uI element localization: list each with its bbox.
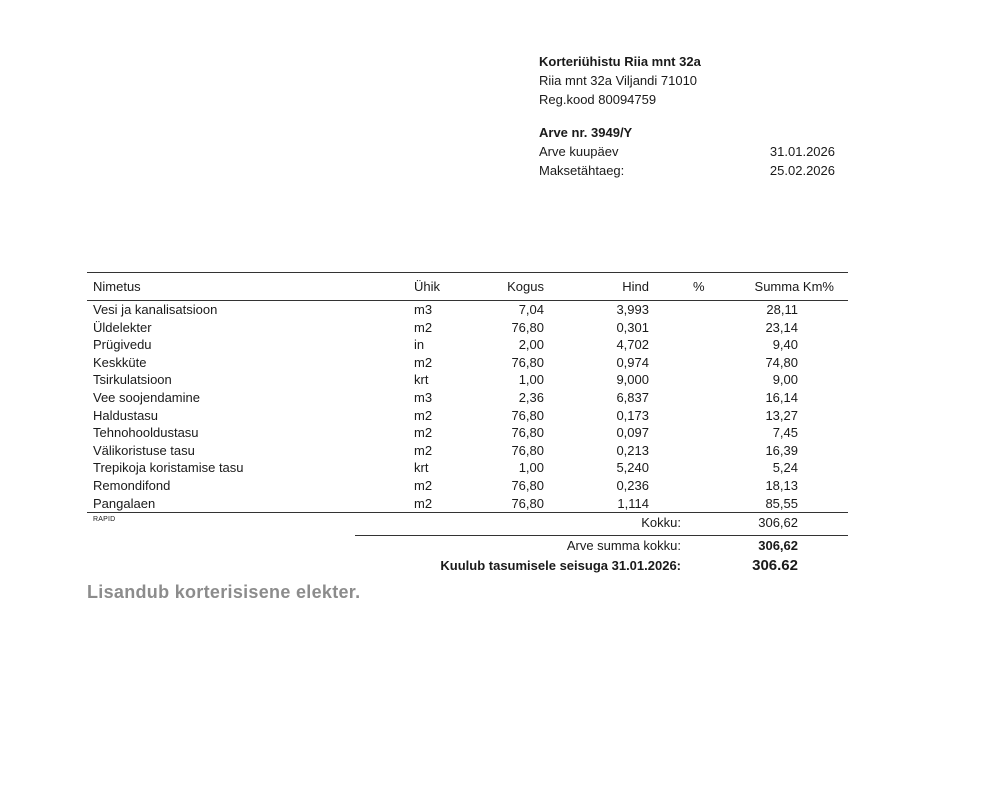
rapid-mark: RAPID <box>93 516 116 524</box>
invoice-due-label: Maksetähtaeg: <box>539 163 625 178</box>
invoice-total-label: Arve summa kokku: <box>566 538 681 553</box>
row-sum: 9,40 <box>772 337 798 353</box>
row-name: Pangalaen <box>93 495 156 511</box>
row-name: Välikoristuse tasu <box>93 442 195 458</box>
row-unit: m2 <box>414 477 433 493</box>
row-qty: 76,80 <box>511 354 544 370</box>
table-row <box>87 407 848 425</box>
row-price: 0,213 <box>616 442 649 458</box>
row-qty: 2,36 <box>518 389 544 405</box>
row-sum: 13,27 <box>765 407 798 423</box>
row-qty: 76,80 <box>511 425 544 441</box>
row-sum: 28,11 <box>766 302 798 317</box>
row-price: 6,837 <box>616 389 649 405</box>
header-name: Nimetus <box>93 279 141 294</box>
table-row <box>87 301 848 319</box>
invoice-header <box>539 52 839 180</box>
invoice-table <box>87 272 848 532</box>
row-name: Remondifond <box>93 477 171 493</box>
row-sum: 85,55 <box>765 495 798 511</box>
table-row <box>87 371 848 389</box>
row-sum: 16,39 <box>765 442 798 458</box>
table-header <box>87 273 848 301</box>
row-unit: m2 <box>414 425 433 441</box>
row-unit: m2 <box>414 354 433 370</box>
amount-due-label: Kuulub tasumisele seisuga 31.01.2026: <box>440 558 681 573</box>
row-qty: 7,04 <box>518 302 544 317</box>
row-unit: m3 <box>414 302 433 317</box>
header-pct: % <box>693 279 705 294</box>
note-text: Lisandub korterisisene elekter. <box>87 582 361 602</box>
row-qty: 1,00 <box>518 460 544 476</box>
row-name: Trepikoja koristamise tasu <box>93 460 244 476</box>
row-name: Tehnohooldustasu <box>93 425 199 441</box>
row-unit: m2 <box>414 495 433 511</box>
table-total-row <box>87 512 848 532</box>
row-unit: in <box>414 337 425 353</box>
row-unit: m3 <box>414 389 433 405</box>
table-row <box>87 354 848 372</box>
row-unit: m2 <box>414 442 433 458</box>
table-row <box>87 459 848 477</box>
table-body <box>87 301 848 512</box>
row-qty: 76,80 <box>511 495 544 511</box>
row-qty: 1,00 <box>518 372 544 388</box>
company-name: Korteriühistu Riia mnt 32a <box>539 54 701 69</box>
total-value: 306,62 <box>758 515 798 531</box>
table-row <box>87 319 848 337</box>
total-label: Kokku: <box>641 515 681 531</box>
row-unit: krt <box>414 460 429 476</box>
row-name: Prügivedu <box>93 337 152 353</box>
row-sum: 9,00 <box>772 372 798 388</box>
row-qty: 76,80 <box>511 319 544 335</box>
row-price: 0,974 <box>616 354 649 370</box>
table-row <box>87 495 848 513</box>
row-unit: krt <box>414 372 429 388</box>
row-sum: 7,45 <box>772 425 798 441</box>
row-name: Vesi ja kanalisatsioon <box>93 302 218 317</box>
invoice-date-value: 31.01.2026 <box>769 144 835 159</box>
header-qty: Kogus <box>507 279 544 294</box>
row-price: 0,236 <box>616 477 649 493</box>
invoice-number: Arve nr. 3949/Y <box>539 125 633 140</box>
row-price: 5,240 <box>616 460 649 476</box>
row-unit: m2 <box>414 319 433 335</box>
invoice-date-label: Arve kuupäev <box>539 144 619 159</box>
row-sum: 74,80 <box>765 354 798 370</box>
row-sum: 5,24 <box>772 460 798 476</box>
row-price: 1,114 <box>617 495 649 511</box>
header-sum: Summa Km% <box>754 279 834 294</box>
row-qty: 76,80 <box>511 407 544 423</box>
row-price: 4,702 <box>616 337 649 353</box>
invoice-due-value: 25.02.2026 <box>769 163 835 178</box>
amount-due-value: 306.62 <box>752 557 798 574</box>
invoice-due-row <box>539 161 839 180</box>
company-regcode: Reg.kood 80094759 <box>539 92 657 107</box>
table-row <box>87 389 848 407</box>
row-unit: m2 <box>414 407 433 423</box>
row-sum: 23,14 <box>765 319 798 335</box>
row-price: 3,993 <box>616 302 649 317</box>
row-qty: 76,80 <box>511 477 544 493</box>
row-name: Haldustasu <box>93 407 159 423</box>
row-price: 0,301 <box>616 319 649 335</box>
summary-divider <box>355 535 848 536</box>
row-qty: 76,80 <box>511 442 544 458</box>
row-sum: 16,14 <box>765 389 798 405</box>
invoice-total-value: 306,62 <box>758 538 798 553</box>
row-price: 9,000 <box>616 372 649 388</box>
row-sum: 18,13 <box>765 477 798 493</box>
row-name: Üldelekter <box>93 319 152 335</box>
company-address: Riia mnt 32a Viljandi 71010 <box>539 73 698 88</box>
row-price: 0,097 <box>616 425 649 441</box>
table-row <box>87 442 848 460</box>
header-price: Hind <box>622 279 649 294</box>
table-row <box>87 424 848 442</box>
row-name: Keskküte <box>93 354 147 370</box>
header-unit: Ühik <box>414 279 441 294</box>
row-name: Vee soojendamine <box>93 389 200 405</box>
row-name: Tsirkulatsioon <box>93 372 172 388</box>
invoice-date-row <box>539 142 839 161</box>
row-qty: 2,00 <box>518 337 544 353</box>
row-price: 0,173 <box>616 407 649 423</box>
table-row <box>87 336 848 354</box>
table-row <box>87 477 848 495</box>
